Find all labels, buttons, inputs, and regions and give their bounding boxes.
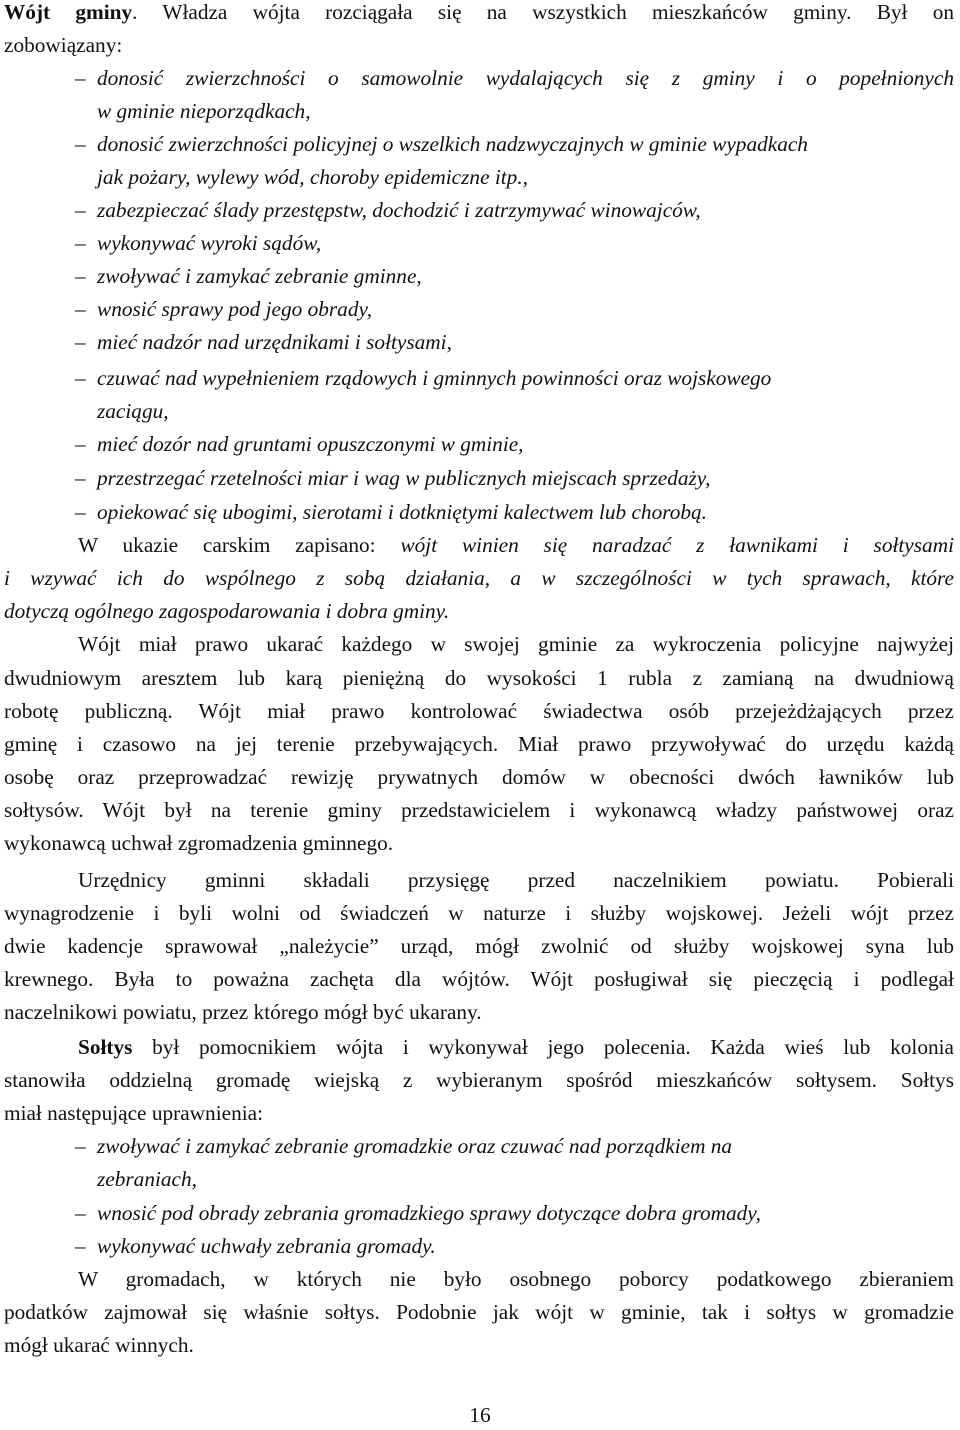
list-dash: – <box>75 500 86 524</box>
soltys-duty-1-line-1: zwoływać i zamykać zebranie gromadzkie oraz czuwać nad porządkiem na <box>97 1134 733 1158</box>
wojt-duty-3: zabezpieczać ślady przestępstw, dochodzić i zatrzymywać winowajców, <box>97 198 701 222</box>
soltys-duty-2: wnosić pod obrady zebrania gromadzkiego sprawy dotyczące dobra gromady, <box>97 1201 761 1225</box>
prawo-line-3: robotę publiczną. Wójt miał prawo kontrolować świadectwa osób przejeżdżających przez <box>4 699 954 723</box>
soltys-heading: Sołtys <box>78 1035 133 1059</box>
prawo-line-1: Wójt miał prawo ukarać każdego w swojej gminie za wykroczenia policyjne najwyżej <box>78 632 954 656</box>
list-dash: – <box>75 231 86 255</box>
prawo-line-6: sołtysów. Wójt był na terenie gminy przedstawicielem i wykonawcą władzy państwowej oraz <box>4 798 954 822</box>
list-dash: – <box>75 330 86 354</box>
urzednicy-line-3: dwie kadencje sprawował „należycie” urząd, mógł zwolnić od służby wojskowej syna lub <box>4 934 954 958</box>
prawo-line-4: gminę i czasowo na jej terenie przebywających. Miał prawo przywoływać do urzędu każdą <box>4 732 954 756</box>
gromady-line-3: mógł ukarać winnych. <box>4 1333 194 1357</box>
soltys-line-1: Sołtys był pomocnikiem wójta i wykonywał jego polecenia. Każda wieś lub kolonia <box>78 1035 954 1059</box>
ukaz-line-1: W ukazie carskim zapisano: wójt winien się naradzać z ławnikami i sołtysami <box>78 533 954 557</box>
soltys-line-2: stanowiła oddzielną gromadę wiejską z wybieranym spośród mieszkańców sołtysem. Sołtys <box>4 1068 954 1092</box>
prawo-line-2: dwudniowym aresztem lub karą pieniężną do wysokości 1 rubla z zamianą na dwudniową <box>4 666 954 690</box>
list-dash: – <box>75 432 86 456</box>
wojt-duty-5: zwoływać i zamykać zebranie gminne, <box>97 264 422 288</box>
list-dash: – <box>75 198 86 222</box>
soltys-duty-1-line-2: zebraniach, <box>97 1167 197 1191</box>
wojt-intro-line-2: zobowiązany: <box>4 33 123 57</box>
wojt-duty-1-line-2: w gminie nieporządkach, <box>97 99 311 123</box>
page-number: 16 <box>469 1403 491 1427</box>
list-dash: – <box>75 1201 86 1225</box>
urzednicy-line-4: krewnego. Była to poważna zachęta dla wójtów. Wójt posługiwał się pieczęcią i podlegał <box>4 967 954 991</box>
wojt-duty-1-line-1: donosić zwierzchności o samowolnie wydalających się z gminy i o popełnionych <box>97 66 954 90</box>
soltys-line-3: miał następujące uprawnienia: <box>4 1101 264 1125</box>
urzednicy-line-1: Urzędnicy gminni składali przysięgę przed naczelnikiem powiatu. Pobierali <box>78 868 954 892</box>
soltys-duty-3: wykonywać uchwały zebrania gromady. <box>97 1234 436 1258</box>
list-dash: – <box>75 466 86 490</box>
list-dash: – <box>75 132 86 156</box>
list-dash: – <box>75 366 86 390</box>
wojt-duty-6: wnosić sprawy pod jego obrady, <box>97 297 373 321</box>
urzednicy-line-5: naczelnikowi powiatu, przez którego mógł być ukarany. <box>4 1000 482 1024</box>
list-dash: – <box>75 264 86 288</box>
list-dash: – <box>75 66 86 90</box>
wojt-duty-10: przestrzegać rzetelności miar i wag w publicznych miejscach sprzedaży, <box>97 466 711 490</box>
wojt-duty-8-line-1: czuwać nad wypełnieniem rządowych i gminnych powinności oraz wojskowego <box>97 366 772 390</box>
prawo-line-7: wykonawcą uchwał zgromadzenia gminnego. <box>4 831 394 855</box>
gromady-line-2: podatków zajmował się właśnie sołtys. Podobnie jak wójt w gminie, tak i sołtys w gromadzie <box>4 1300 954 1324</box>
wojt-duty-8-line-2: zaciągu, <box>97 399 169 423</box>
ukaz-line-3: dotyczą ogólnego zagospodarowania i dobra gminy. <box>4 599 450 623</box>
prawo-line-5: osobę oraz przeprowadzać rewizję prywatnych domów w obecności dwóch ławników lub <box>4 765 954 789</box>
list-dash: – <box>75 297 86 321</box>
wojt-intro-text: . Władza wójta rozciągała się na wszystkich mieszkańców gminy. Był on <box>132 0 954 24</box>
wojt-duty-2-line-2: jak pożary, wylewy wód, choroby epidemiczne itp., <box>97 165 528 189</box>
wojt-duty-4: wykonywać wyroki sądów, <box>97 231 322 255</box>
wojt-intro-line-1 <box>4 0 954 29</box>
wojt-duty-9: mieć dozór nad gruntami opuszczonymi w gminie, <box>97 432 524 456</box>
wojt-heading: Wójt gminy <box>4 0 133 24</box>
ukaz-line-2: i wzywać ich do wspólnego z sobą działania, a w szczególności w tych sprawach, które <box>4 566 954 590</box>
urzednicy-line-2: wynagrodzenie i byli wolni od świadczeń w naturze i służby wojskowej. Jeżeli wójt przez <box>4 901 954 925</box>
wojt-duty-11: opiekować się ubogimi, sierotami i dotkniętymi kalectwem lub chorobą. <box>97 500 707 524</box>
wojt-duty-2-line-1: donosić zwierzchności policyjnej o wszelkich nadzwyczajnych w gminie wypadkach <box>97 132 808 156</box>
gromady-line-1: W gromadach, w których nie było osobnego poborcy podatkowego zbieraniem <box>78 1267 954 1291</box>
wojt-duty-7: mieć nadzór nad urzędnikami i sołtysami, <box>97 330 452 354</box>
list-dash: – <box>75 1234 86 1258</box>
list-dash: – <box>75 1134 86 1158</box>
